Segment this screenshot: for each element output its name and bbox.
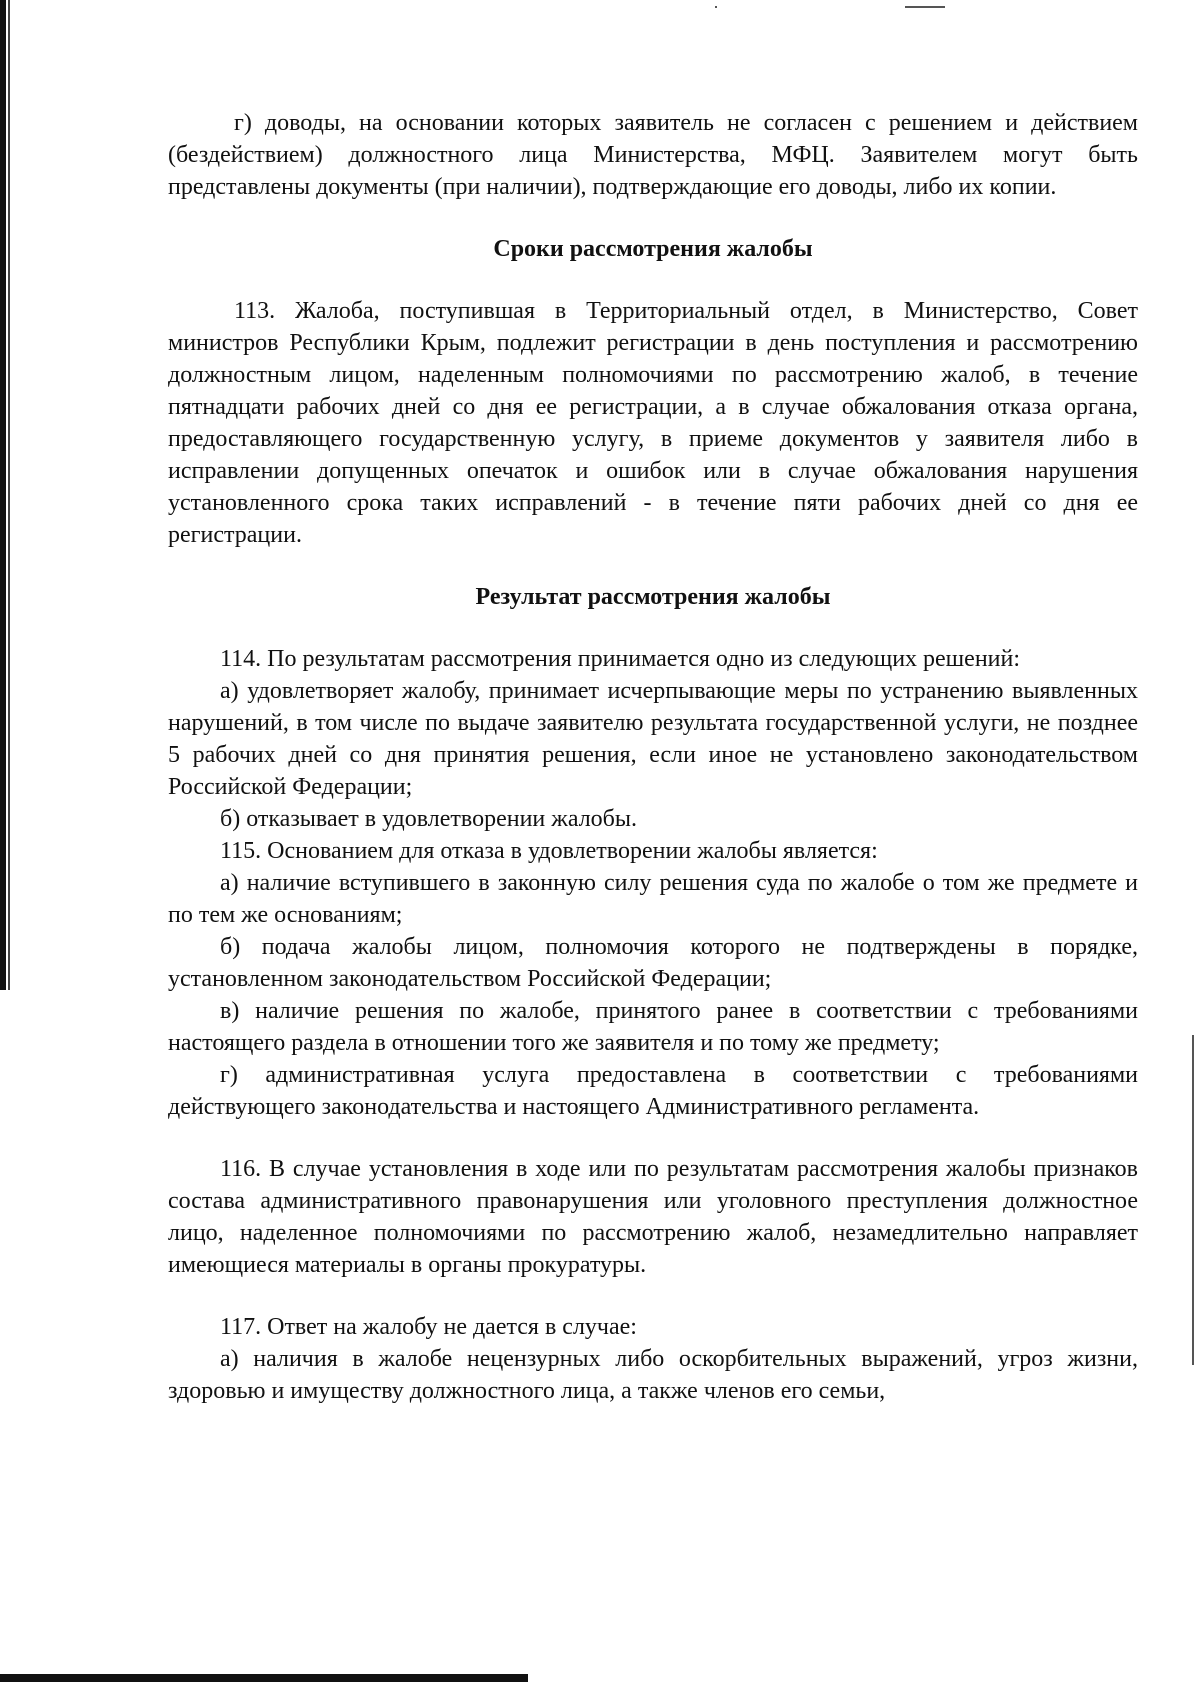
scan-mark-top: [715, 6, 717, 8]
spacer: [168, 265, 1138, 295]
paragraph-117-a: а) наличия в жалобе нецензурных либо оскорбительных выражений, угроз жизни, здоровью и имуществу должностного лица, а также членов его семьи,: [168, 1346, 1138, 1404]
paragraph-115-a: а) наличие вступившего в законную силу решения суда по жалобе о том же предмете и по тем же основаниям;: [168, 870, 1138, 928]
paragraph-116: 116. В случае установления в ходе или по результатам рассмотрения жалобы признаков состава административного правонарушения или уголовного преступления должностное лицо, наделенное полномочиями по рассмотрению жалоб, незамедлительно направляет имеющиеся материалы в органы прокуратуры.: [168, 1156, 1138, 1278]
paragraph-115-v: в) наличие решения по жалобе, принятого ранее в соответствии с требованиями настоящего раздела в отношении того же заявителя и по тому же предмету;: [168, 998, 1138, 1056]
spacer: [168, 1123, 1138, 1153]
spacer: [168, 203, 1138, 233]
paragraph-115: 115. Основанием для отказа в удовлетворении жалобы является:: [220, 838, 878, 864]
spacer: [168, 1281, 1138, 1311]
paragraph-114: 114. По результатам рассмотрения принимается одно из следующих решений:: [220, 646, 1021, 672]
scan-edge-left-faint: [8, 0, 10, 990]
scan-edge-right: [1192, 1035, 1194, 1365]
section-heading-rezultat: Результат рассмотрения жалобы: [475, 584, 831, 610]
paragraph-g-dovody: г) доводы, на основании которых заявитель не согласен с решением и действием (бездействием) должностного лица Министерства, МФЦ. Заявителем могут быть представлены документы (при наличии), подтверждающие его доводы, либо их копии.: [168, 110, 1138, 200]
scan-edge-bottom: [0, 1674, 528, 1682]
section-heading-sroki: Сроки рассмотрения жалобы: [493, 236, 813, 262]
paragraph-114-a: а) удовлетворяет жалобу, принимает исчерпывающие меры по устранению выявленных нарушений, в том числе по выдаче заявителю результата государственной услуги, не позднее 5 рабочих дней со дня принятия решения, если иное не установлено законодательством Российской Федерации;: [168, 678, 1138, 800]
scan-mark-top: [905, 6, 945, 8]
spacer: [168, 551, 1138, 581]
paragraph-113: 113. Жалоба, поступившая в Территориальный отдел, в Министерство, Совет министров Республики Крым, подлежит регистрации в день поступления и рассмотрению должностным лицом, наделенным полномочиями по рассмотрению жалоб, в течение пятнадцати рабочих дней со дня ее регистрации, а в случае обжалования отказа органа, предоставляющего государственную услугу, в приеме документов у заявителя либо в исправлении допущенных опечаток и ошибок или в случае обжалования нарушения установленного срока таких исправлений - в течение пяти рабочих дней со дня ее регистрации.: [168, 298, 1138, 548]
paragraph-114-b: б) отказывает в удовлетворении жалобы.: [220, 806, 638, 832]
paragraph-117: 117. Ответ на жалобу не дается в случае:: [220, 1314, 637, 1340]
paragraph-115-b: б) подача жалобы лицом, полномочия которого не подтверждены в порядке, установленном законодательством Российской Федерации;: [168, 934, 1138, 992]
paragraph-115-g: г) административная услуга предоставлена в соответствии с требованиями действующего законодательства и настоящего Административного регламента.: [168, 1062, 1138, 1120]
spacer: [168, 613, 1138, 643]
scan-edge-left: [0, 0, 6, 990]
document-page: [168, 107, 1138, 1407]
